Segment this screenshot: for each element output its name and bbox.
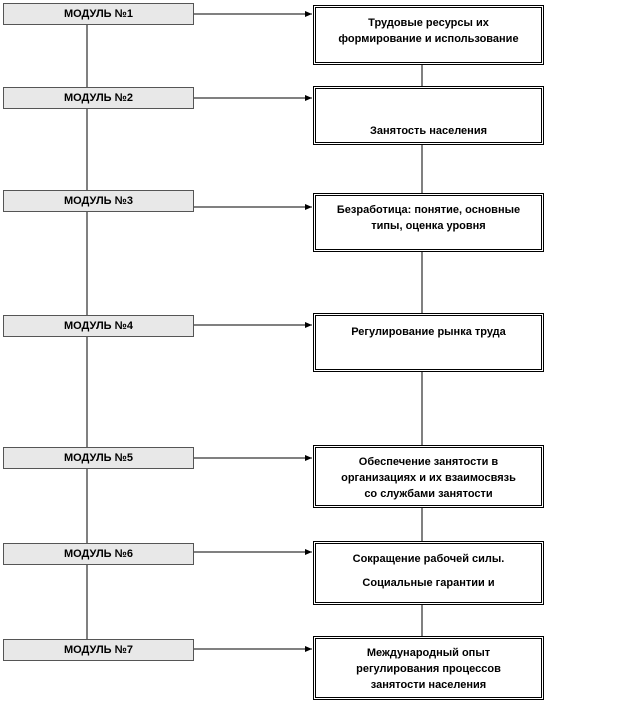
- topic-line: Безработица: понятие, основные: [336, 204, 521, 216]
- module-box-1: [3, 3, 194, 25]
- module-box-3: [3, 190, 194, 212]
- module-label: МОДУЛЬ №3: [63, 195, 134, 207]
- topic-line: Сокращение рабочей силы.: [352, 553, 505, 565]
- module-label: МОДУЛЬ №7: [63, 644, 134, 656]
- module-box-5: [3, 447, 194, 469]
- topic-line: формирование и использование: [338, 33, 519, 45]
- topic-box-2: [313, 86, 544, 145]
- topic-line: Обеспечение занятости в: [358, 456, 499, 468]
- topic-line: Трудовые ресурсы их: [368, 17, 489, 29]
- module-box-6: [3, 543, 194, 565]
- topic-line: Регулирование рынка труда: [351, 326, 506, 338]
- module-label: МОДУЛЬ №2: [63, 92, 134, 104]
- module-box-4: [3, 315, 194, 337]
- topic-line: организациях и их взаимосвязь: [341, 472, 516, 484]
- topic-line: регулирования процессов: [356, 663, 501, 675]
- topic-line: Международный опыт: [366, 647, 491, 659]
- module-label: МОДУЛЬ №1: [63, 8, 134, 20]
- module-label: МОДУЛЬ №6: [63, 548, 134, 560]
- module-box-7: [3, 639, 194, 661]
- topic-box-7: [313, 636, 544, 700]
- topic-line: занятости населения: [370, 679, 487, 691]
- topic-line: типы, оценка уровня: [371, 220, 486, 232]
- topic-box-3: [313, 193, 544, 252]
- module-label: МОДУЛЬ №5: [63, 452, 134, 464]
- module-label: МОДУЛЬ №4: [63, 320, 134, 332]
- topic-box-6: [313, 541, 544, 605]
- topic-box-4: [313, 313, 544, 372]
- topic-line: Занятость населения: [370, 125, 487, 137]
- topic-box-5: [313, 445, 544, 508]
- topic-line: со службами занятости: [364, 488, 493, 500]
- topic-box-1: [313, 5, 544, 65]
- module-box-2: [3, 87, 194, 109]
- topic-line: Социальные гарантии и: [362, 577, 495, 589]
